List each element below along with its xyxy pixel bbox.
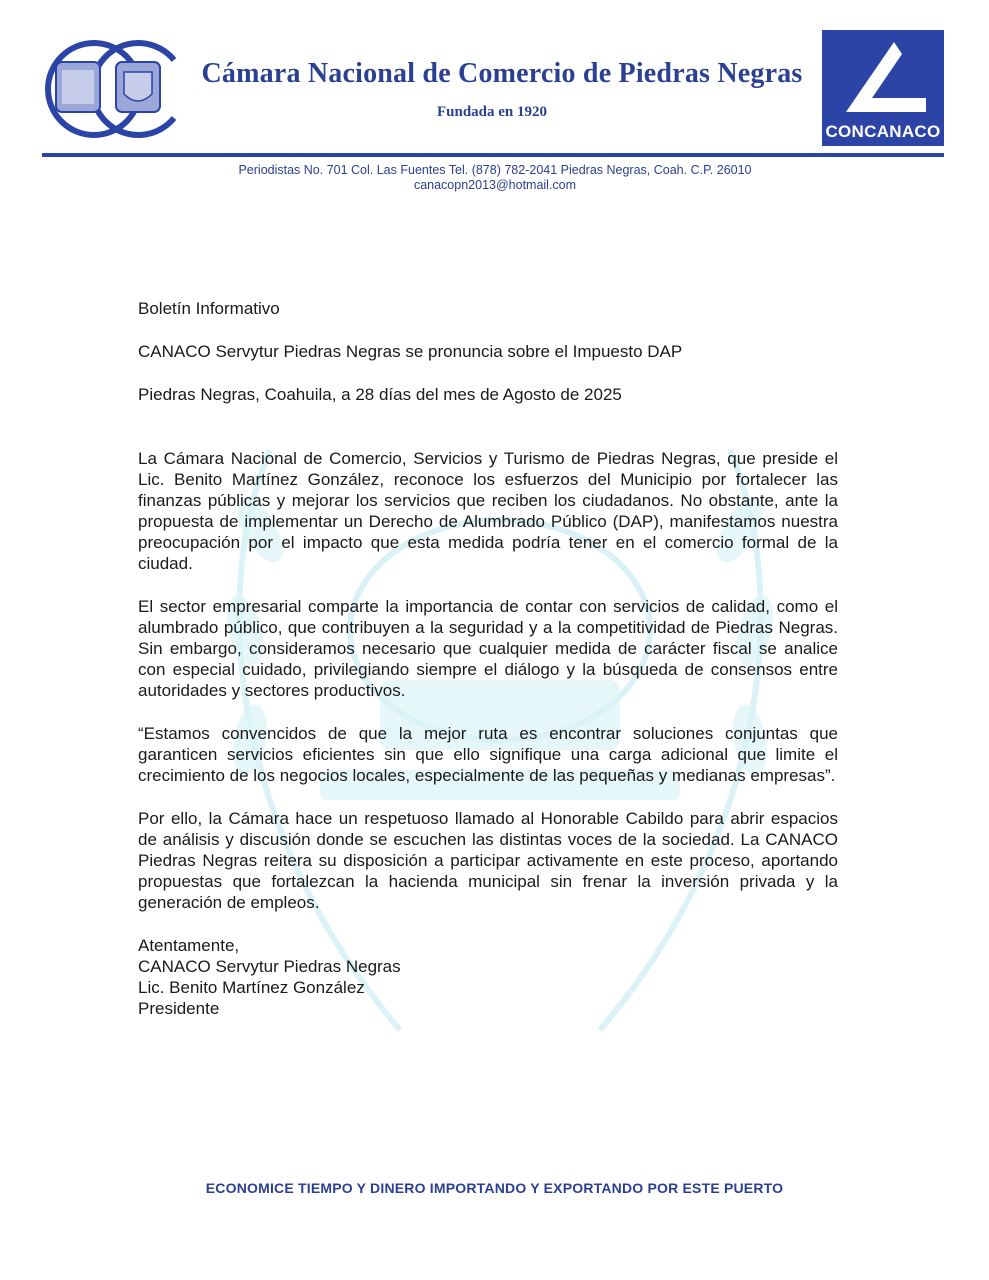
bulletin-headline: CANACO Servytur Piedras Negras se pronuncia sobre el Impuesto DAP — [138, 342, 683, 361]
letter-body — [138, 298, 838, 1019]
email-line: canacopn2013@hotmail.com — [413, 178, 577, 192]
body-paragraph: El sector empresarial comparte la importancia de contar con servicios de calidad, como el alumbrado público, que contribuyen a la seguridad y a la competitividad de Piedras Negras. Sin embargo, consideramos necesario que cualquier medida de carácter fiscal se analice con especial cuidado, privilegiando siempre el diálogo y la búsqueda de consensos entre autoridades y sectores productivos. — [138, 597, 838, 700]
bulletin-label: Boletín Informativo — [138, 299, 280, 318]
concanaco-chevron-icon — [822, 30, 944, 122]
signature-organization: CANACO Servytur Piedras Negras — [138, 957, 401, 976]
header-divider — [42, 153, 944, 157]
contact-block — [150, 163, 840, 193]
organization-name: Cámara Nacional de Comercio de Piedras Negras — [201, 58, 803, 89]
concanaco-label: CONCANACO — [825, 122, 941, 141]
founded-line: Fundada en 1920 — [436, 104, 548, 120]
body-paragraph: La Cámara Nacional de Comercio, Servicios y Turismo de Piedras Negras, que preside el Lic. Benito Martínez González, reconoce los esfuerzos del Municipio por fortalecer las finanzas públicas y mejorar los servicios que reciben los ciudadanos. No obstante, ante la propuesta de implementar un Derecho de Alumbrado Público (DAP), manifestamos nuestra preocupación por el impacto que esta medida podría tener en el comercio formal de la ciudad. — [138, 449, 838, 573]
footer-slogan: ECONOMICE TIEMPO Y DINERO IMPORTANDO Y EXPORTANDO POR ESTE PUERTO — [205, 1180, 784, 1196]
signature-block — [138, 935, 838, 1019]
signer-title: Presidente — [138, 999, 220, 1018]
chamber-crest-logo-icon — [42, 38, 188, 140]
body-paragraph: Por ello, la Cámara hace un respetuoso llamado al Honorable Cabildo para abrir espacios de análisis y discusión donde se escuchen las distintas voces de la sociedad. La CANACO Piedras Negras reitera su disposición a participar activamente en este proceso, aportando propuestas que fortalezcan la hacienda municipal sin frenar la inversión privada y la generación de empleos. — [138, 809, 838, 912]
date-line: Piedras Negras, Coahuila, a 28 días del mes de Agosto de 2025 — [138, 385, 622, 404]
address-line: Periodistas No. 701 Col. Las Fuentes Tel. (878) 782-2041 Piedras Negras, Coah. C.P. 26010 — [238, 163, 752, 177]
quote-paragraph: “Estamos convencidos de que la mejor ruta es encontrar soluciones conjuntas que garanticen servicios eficientes sin que ello signifique una carga adicional que limite el crecimiento de los negocios locales, especialmente de las pequeñas y medianas empresas”. — [138, 724, 838, 785]
signer-name: Lic. Benito Martínez González — [138, 978, 365, 997]
concanaco-logo — [822, 30, 944, 146]
salutation: Atentamente, — [138, 936, 240, 955]
